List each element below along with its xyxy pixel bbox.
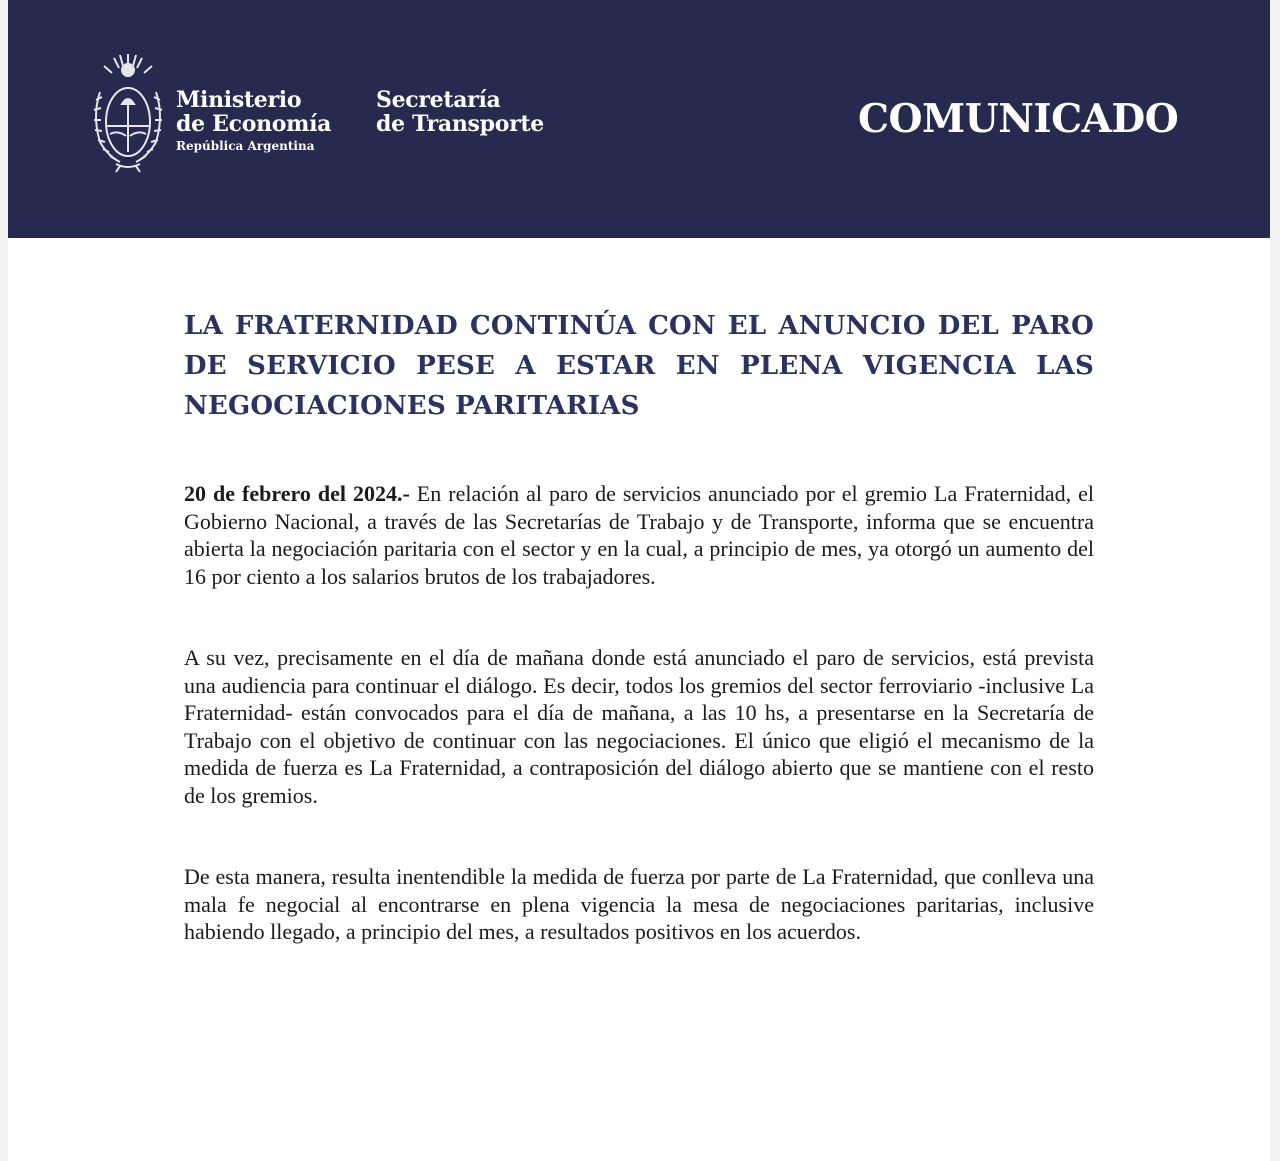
paragraph-1-text: En relación al paro de servicios anunciado por el gremio La Fraternidad, el Gobierno Nacional, a través de las Secretarías de Trabajo y de Transporte, informa que se encuentra abierta la negociación paritaria con el sector y en la cual, a principio de mes, ya otorgó un aumento del 16 por ciento a los salarios brutos de los trabajadores. — [184, 481, 1094, 589]
press-date: 20 de febrero del 2024.- — [184, 481, 410, 506]
secretaria-line-1: Secretaría — [376, 87, 501, 113]
ministry-line-2: de Economía — [176, 111, 332, 137]
secretaria-line-2: de Transporte — [376, 111, 544, 137]
document-body — [184, 306, 1094, 946]
document-page — [8, 0, 1270, 1161]
secretaria-name — [376, 88, 544, 136]
paragraph-2: A su vez, precisamente en el día de mañana donde está anunciado el paro de servicios, está prevista una audiencia para continuar el diálogo. Es decir, todos los gremios del sector ferroviario -inclusive La Fraternidad- están convocados para el día de mañana, a las 10 hs, a presentarse en la Secretaría de Trabajo con el objetivo de continuar con las negociaciones. El único que eligió el mecanismo de la medida de fuerza es La Fraternidad, a contraposición del diálogo abierto que se mantiene con el resto de los gremios. — [184, 645, 1094, 808]
ministry-line-1: Ministerio — [176, 87, 302, 113]
paragraph-3: De esta manera, resulta inentendible la medida de fuerza por parte de La Fraternidad, que conlleva una mala fe negocial al encontrarse en plena vigencia la mesa de negociaciones paritarias, inclusive habiendo llegado, a principio del mes, a resultados positivos en los acuerdos. — [184, 864, 1094, 944]
country-name: República Argentina — [176, 139, 315, 153]
ministry-name — [176, 88, 331, 155]
paragraph-1 — [184, 480, 1094, 590]
headline: LA FRATERNIDAD CONTINÚA CON EL ANUNCIO DEL PARO DE SERVICIO PESE A ESTAR EN PLENA VIGENCIA LAS NEGOCIACIONES PARITARIAS — [184, 311, 1094, 421]
document-type-title: COMUNICADO — [858, 96, 1179, 142]
coat-of-arms-icon — [90, 52, 166, 174]
header-banner — [8, 0, 1270, 238]
